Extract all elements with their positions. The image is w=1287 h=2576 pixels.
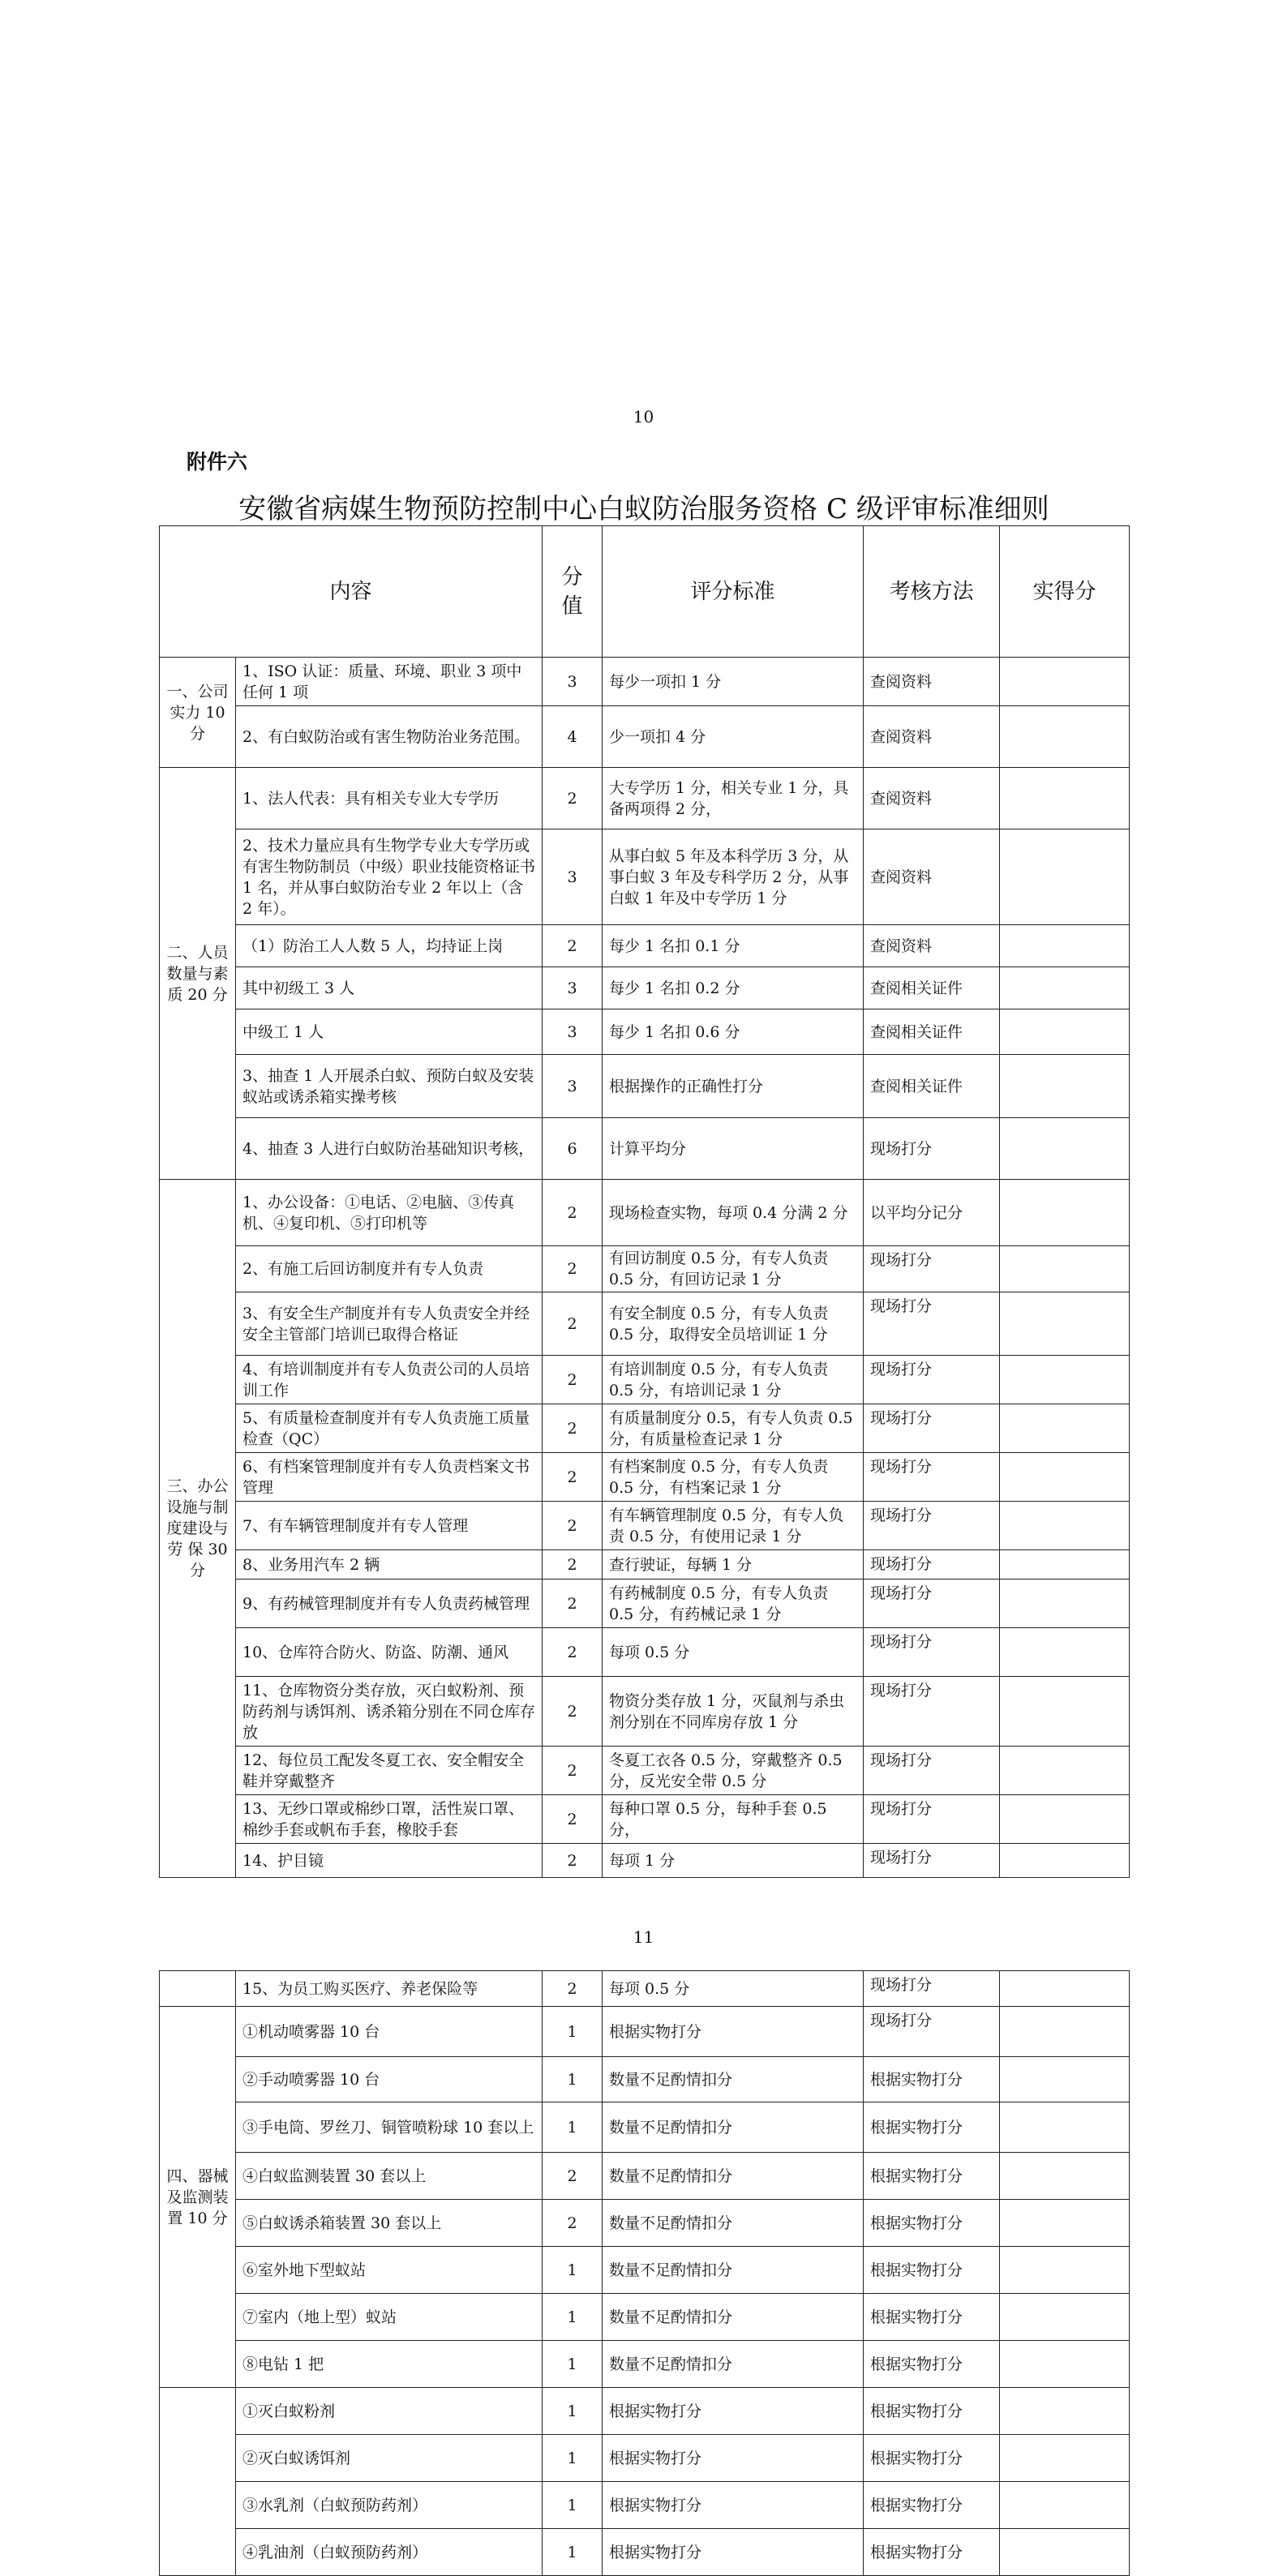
row-score: 2 bbox=[543, 1844, 603, 1878]
row-method: 查阅资料 bbox=[864, 768, 1000, 829]
row-criteria: 查行驶证，每辆 1 分 bbox=[603, 1550, 864, 1579]
actual-score-cell[interactable] bbox=[1000, 1971, 1130, 2007]
row-criteria: 每少 1 名扣 0.1 分 bbox=[603, 925, 864, 967]
actual-score-cell[interactable] bbox=[1000, 1502, 1130, 1550]
table-row bbox=[160, 1502, 1130, 1550]
row-criteria: 每项 1 分 bbox=[603, 1844, 864, 1878]
row-content: ②灭白蚁诱饵剂 bbox=[236, 2435, 543, 2482]
actual-score-cell[interactable] bbox=[1000, 2153, 1130, 2200]
row-method: 现场打分 bbox=[864, 1404, 1000, 1453]
row-content: 4、抽查 3 人进行白蚁防治基础知识考核， bbox=[236, 1118, 543, 1180]
row-score: 6 bbox=[543, 1118, 603, 1180]
table-row bbox=[160, 2341, 1130, 2388]
section-1-label: 一、公司实力 10 分 bbox=[160, 658, 236, 768]
actual-score-cell[interactable] bbox=[1000, 1292, 1130, 1356]
row-score: 1 bbox=[543, 2102, 603, 2153]
row-content: 11、仓库物资分类存放，灭白蚁粉剂、预防药剂与诱饵剂、诱杀箱分别在不同仓库存放 bbox=[236, 1677, 543, 1747]
table-header-row bbox=[160, 526, 1130, 658]
table-row bbox=[160, 2200, 1130, 2247]
row-criteria: 数量不足酌情扣分 bbox=[603, 2200, 864, 2247]
row-content: 7、有车辆管理制度并有专人管理 bbox=[236, 1502, 543, 1550]
section-5-label-cell bbox=[160, 2388, 236, 2576]
table-row bbox=[160, 967, 1130, 1009]
row-method: 根据实物打分 bbox=[864, 2200, 1000, 2247]
row-method: 查阅资料 bbox=[864, 925, 1000, 967]
row-content: 6、有档案管理制度并有专人负责档案文书管理 bbox=[236, 1453, 543, 1502]
row-content: 3、有安全生产制度并有专人负责安全并经安全主管部门培训已取得合格证 bbox=[236, 1292, 543, 1356]
row-criteria: 现场检查实物，每项 0.4 分满 2 分 bbox=[603, 1180, 864, 1246]
row-criteria: 有安全制度 0.5 分，有专人负责 0.5 分，取得安全员培训证 1 分 bbox=[603, 1292, 864, 1356]
actual-score-cell[interactable] bbox=[1000, 706, 1130, 768]
row-method: 根据实物打分 bbox=[864, 2294, 1000, 2341]
actual-score-cell[interactable] bbox=[1000, 1180, 1130, 1246]
row-content: 2、技术力量应具有生物学专业大专学历或有害生物防制员（中级）职业技能资格证书 1 名，并从事白蚁防治专业 2 年以上（含 2 年）。 bbox=[236, 829, 543, 925]
row-criteria: 根据实物打分 bbox=[603, 2529, 864, 2576]
table-row bbox=[160, 2057, 1130, 2102]
table-row bbox=[160, 1404, 1130, 1453]
table-row bbox=[160, 1453, 1130, 1502]
row-score: 1 bbox=[543, 2057, 603, 2102]
row-content: 14、护目镜 bbox=[236, 1844, 543, 1878]
actual-score-cell[interactable] bbox=[1000, 2435, 1130, 2482]
section-cell-continued bbox=[160, 1971, 236, 2007]
section-3-label: 三、办公设施与制度建设与劳 保 30 分 bbox=[160, 1180, 236, 1878]
row-criteria: 数量不足酌情扣分 bbox=[603, 2341, 864, 2388]
actual-score-cell[interactable] bbox=[1000, 1677, 1130, 1747]
row-score: 3 bbox=[543, 1009, 603, 1055]
row-method: 现场打分 bbox=[864, 2007, 1000, 2057]
row-score: 1 bbox=[543, 2247, 603, 2294]
section-4-label: 四、器械及监测装置 10 分 bbox=[160, 2007, 236, 2388]
table-row bbox=[160, 1550, 1130, 1579]
actual-score-cell[interactable] bbox=[1000, 2388, 1130, 2435]
table-row bbox=[160, 1747, 1130, 1795]
row-criteria: 有质量制度分 0.5，有专人负责 0.5 分，有质量检查记录 1 分 bbox=[603, 1404, 864, 1453]
row-method: 查阅相关证件 bbox=[864, 1009, 1000, 1055]
row-content: ⑤白蚁诱杀箱装置 30 套以上 bbox=[236, 2200, 543, 2247]
row-score: 1 bbox=[543, 2388, 603, 2435]
page-number: 10 bbox=[633, 407, 654, 426]
row-score: 1 bbox=[543, 2435, 603, 2482]
row-method: 现场打分 bbox=[864, 1118, 1000, 1180]
row-score: 2 bbox=[543, 1795, 603, 1844]
row-score: 2 bbox=[543, 1971, 603, 2007]
actual-score-cell[interactable] bbox=[1000, 1009, 1130, 1055]
actual-score-cell[interactable] bbox=[1000, 1246, 1130, 1292]
row-content: 其中初级工 3 人 bbox=[236, 967, 543, 1009]
table-row bbox=[160, 925, 1130, 967]
actual-score-cell[interactable] bbox=[1000, 2200, 1130, 2247]
row-method: 现场打分 bbox=[864, 1747, 1000, 1795]
row-score: 2 bbox=[543, 1356, 603, 1404]
actual-score-cell[interactable] bbox=[1000, 2007, 1130, 2057]
row-criteria: 每种口罩 0.5 分，每种手套 0.5 分， bbox=[603, 1795, 864, 1844]
table-row bbox=[160, 829, 1130, 925]
table-row bbox=[160, 2102, 1130, 2153]
actual-score-cell[interactable] bbox=[1000, 1550, 1130, 1579]
table-row bbox=[160, 2153, 1130, 2200]
table-row bbox=[160, 1246, 1130, 1292]
row-content: ④乳油剂（白蚁预防药剂） bbox=[236, 2529, 543, 2576]
row-method: 现场打分 bbox=[864, 1677, 1000, 1747]
table-row bbox=[160, 1677, 1130, 1747]
row-content: 2、有白蚁防治或有害生物防治业务范围。 bbox=[236, 706, 543, 768]
row-score: 2 bbox=[543, 1404, 603, 1453]
row-criteria: 根据实物打分 bbox=[603, 2388, 864, 2435]
row-method: 现场打分 bbox=[864, 1971, 1000, 2007]
row-content: 15、为员工购买医疗、养老保险等 bbox=[236, 1971, 543, 2007]
row-score: 2 bbox=[543, 1579, 603, 1628]
actual-score-cell[interactable] bbox=[1000, 2102, 1130, 2153]
header-score: 分 值 bbox=[543, 526, 603, 658]
actual-score-cell[interactable] bbox=[1000, 1118, 1130, 1180]
actual-score-cell[interactable] bbox=[1000, 2529, 1130, 2576]
actual-score-cell[interactable] bbox=[1000, 2247, 1130, 2294]
row-score: 2 bbox=[543, 768, 603, 829]
row-content: 4、有培训制度并有专人负责公司的人员培训工作 bbox=[236, 1356, 543, 1404]
row-criteria: 物资分类存放 1 分，灭鼠剂与杀虫剂分别在不同库房存放 1 分 bbox=[603, 1677, 864, 1747]
table-row bbox=[160, 706, 1130, 768]
row-method: 现场打分 bbox=[864, 1292, 1000, 1356]
table-row bbox=[160, 1292, 1130, 1356]
row-score: 2 bbox=[543, 1246, 603, 1292]
table-row bbox=[160, 1055, 1130, 1118]
row-score: 3 bbox=[543, 829, 603, 925]
row-criteria: 根据操作的正确性打分 bbox=[603, 1055, 864, 1118]
section-2-label: 二、人员数量与素质 20 分 bbox=[160, 768, 236, 1180]
row-content: 1、ISO 认证：质量、环境、职业 3 项中任何 1 项 bbox=[236, 658, 543, 706]
row-method: 查阅资料 bbox=[864, 658, 1000, 706]
actual-score-cell[interactable] bbox=[1000, 1055, 1130, 1118]
table-row bbox=[160, 1971, 1130, 2007]
row-content: 12、每位员工配发冬夏工衣、安全帽安全鞋并穿戴整齐 bbox=[236, 1747, 543, 1795]
table-row bbox=[160, 658, 1130, 706]
row-method: 查阅资料 bbox=[864, 706, 1000, 768]
row-content: ②手动喷雾器 10 台 bbox=[236, 2057, 543, 2102]
table-row bbox=[160, 1795, 1130, 1844]
row-score: 2 bbox=[543, 1453, 603, 1502]
row-criteria: 每项 0.5 分 bbox=[603, 1628, 864, 1677]
row-score: 1 bbox=[543, 2529, 603, 2576]
table-row bbox=[160, 1356, 1130, 1404]
actual-score-cell[interactable] bbox=[1000, 829, 1130, 925]
row-criteria: 有档案制度 0.5 分，有专人负责 0.5 分，有档案记录 1 分 bbox=[603, 1453, 864, 1502]
row-method: 根据实物打分 bbox=[864, 2482, 1000, 2529]
row-content: 1、办公设备：①电话、②电脑、③传真机、④复印机、⑤打印机等 bbox=[236, 1180, 543, 1246]
row-content: ⑦室内（地上型）蚁站 bbox=[236, 2294, 543, 2341]
row-score: 1 bbox=[543, 2341, 603, 2388]
row-content: 5、有质量检查制度并有专人负责施工质量检查（QC） bbox=[236, 1404, 543, 1453]
row-criteria: 根据实物打分 bbox=[603, 2482, 864, 2529]
scoring-table-page-11 bbox=[159, 1970, 1130, 2576]
header-method: 考核方法 bbox=[864, 526, 1000, 658]
row-score: 4 bbox=[543, 706, 603, 768]
row-content: ③水乳剂（白蚁预防药剂） bbox=[236, 2482, 543, 2529]
row-method: 查阅相关证件 bbox=[864, 1055, 1000, 1118]
header-content: 内容 bbox=[160, 526, 543, 658]
actual-score-cell[interactable] bbox=[1000, 925, 1130, 967]
table-row bbox=[160, 1180, 1130, 1246]
row-score: 2 bbox=[543, 1180, 603, 1246]
row-score: 3 bbox=[543, 967, 603, 1009]
row-method: 根据实物打分 bbox=[864, 2435, 1000, 2482]
actual-score-cell[interactable] bbox=[1000, 1453, 1130, 1502]
row-content: 1、法人代表：具有相关专业大专学历 bbox=[236, 768, 543, 829]
row-criteria: 数量不足酌情扣分 bbox=[603, 2057, 864, 2102]
row-criteria: 有车辆管理制度 0.5 分，有专人负责 0.5 分，有使用记录 1 分 bbox=[603, 1502, 864, 1550]
row-criteria: 数量不足酌情扣分 bbox=[603, 2153, 864, 2200]
row-method: 根据实物打分 bbox=[864, 2102, 1000, 2153]
row-score: 2 bbox=[543, 1550, 603, 1579]
row-method: 根据实物打分 bbox=[864, 2341, 1000, 2388]
row-criteria: 有回访制度 0.5 分，有专人负责 0.5 分，有回访记录 1 分 bbox=[603, 1246, 864, 1292]
row-score: 1 bbox=[543, 2482, 603, 2529]
actual-score-cell[interactable] bbox=[1000, 768, 1130, 829]
row-score: 2 bbox=[543, 2200, 603, 2247]
row-criteria: 数量不足酌情扣分 bbox=[603, 2294, 864, 2341]
row-content: ①灭白蚁粉剂 bbox=[236, 2388, 543, 2435]
document-title: 安徽省病媒生物预防控制中心白蚁防治服务资格 C 级评审标准细则 bbox=[238, 493, 1049, 525]
row-method: 现场打分 bbox=[864, 1844, 1000, 1878]
actual-score-cell[interactable] bbox=[1000, 1404, 1130, 1453]
row-method: 查阅相关证件 bbox=[864, 967, 1000, 1009]
row-method: 现场打分 bbox=[864, 1795, 1000, 1844]
actual-score-cell[interactable] bbox=[1000, 1356, 1130, 1404]
row-method: 现场打分 bbox=[864, 1246, 1000, 1292]
table-row bbox=[160, 1009, 1130, 1055]
header-criteria: 评分标准 bbox=[603, 526, 864, 658]
row-method: 根据实物打分 bbox=[864, 2529, 1000, 2576]
row-method: 现场打分 bbox=[864, 1628, 1000, 1677]
actual-score-cell[interactable] bbox=[1000, 1747, 1130, 1795]
row-criteria: 大专学历 1 分，相关专业 1 分，具备两项得 2 分， bbox=[603, 768, 864, 829]
row-criteria: 数量不足酌情扣分 bbox=[603, 2247, 864, 2294]
row-score: 2 bbox=[543, 1502, 603, 1550]
row-method: 现场打分 bbox=[864, 1550, 1000, 1579]
row-criteria: 每少 1 名扣 0.6 分 bbox=[603, 1009, 864, 1055]
table-row bbox=[160, 2388, 1130, 2435]
actual-score-cell[interactable] bbox=[1000, 1628, 1130, 1677]
row-criteria: 根据实物打分 bbox=[603, 2007, 864, 2057]
actual-score-cell[interactable] bbox=[1000, 1579, 1130, 1628]
row-score: 2 bbox=[543, 1747, 603, 1795]
row-criteria: 冬夏工衣各 0.5 分，穿戴整齐 0.5 分，反光安全带 0.5 分 bbox=[603, 1747, 864, 1795]
row-criteria: 每少 1 名扣 0.2 分 bbox=[603, 967, 864, 1009]
row-score: 2 bbox=[543, 2153, 603, 2200]
row-method: 现场打分 bbox=[864, 1502, 1000, 1550]
row-content: 中级工 1 人 bbox=[236, 1009, 543, 1055]
row-method: 根据实物打分 bbox=[864, 2057, 1000, 2102]
row-method: 现场打分 bbox=[864, 1453, 1000, 1502]
row-content: 10、仓库符合防火、防盗、防潮、通风 bbox=[236, 1628, 543, 1677]
row-content: ⑧电钻 1 把 bbox=[236, 2341, 543, 2388]
actual-score-cell[interactable] bbox=[1000, 967, 1130, 1009]
row-score: 2 bbox=[543, 925, 603, 967]
table-row bbox=[160, 1118, 1130, 1180]
header-actual: 实得分 bbox=[1000, 526, 1130, 658]
row-criteria: 少一项扣 4 分 bbox=[603, 706, 864, 768]
row-score: 2 bbox=[543, 1677, 603, 1747]
row-score: 3 bbox=[543, 658, 603, 706]
row-method: 现场打分 bbox=[864, 1356, 1000, 1404]
row-score: 1 bbox=[543, 2007, 603, 2057]
table-row bbox=[160, 2435, 1130, 2482]
row-content: ③手电筒、罗丝刀、铜管喷粉球 10 套以上 bbox=[236, 2102, 543, 2153]
table-row bbox=[160, 2007, 1130, 2057]
actual-score-cell[interactable] bbox=[1000, 2294, 1130, 2341]
page-number: 11 bbox=[633, 1927, 654, 1947]
actual-score-cell[interactable] bbox=[1000, 1844, 1130, 1878]
row-content: ④白蚁监测装置 30 套以上 bbox=[236, 2153, 543, 2200]
row-content: 13、无纱口罩或棉纱口罩，活性炭口罩、棉纱手套或帆布手套，橡胶手套 bbox=[236, 1795, 543, 1844]
row-content: （1）防治工人人数 5 人，均持证上岗 bbox=[236, 925, 543, 967]
row-method: 根据实物打分 bbox=[864, 2153, 1000, 2200]
row-score: 1 bbox=[543, 2294, 603, 2341]
row-criteria: 根据实物打分 bbox=[603, 2435, 864, 2482]
row-criteria: 每少一项扣 1 分 bbox=[603, 658, 864, 706]
row-criteria: 计算平均分 bbox=[603, 1118, 864, 1180]
table-row bbox=[160, 2482, 1130, 2529]
row-content: ①机动喷雾器 10 台 bbox=[236, 2007, 543, 2057]
row-content: 2、有施工后回访制度并有专人负责 bbox=[236, 1246, 543, 1292]
table-row bbox=[160, 2294, 1130, 2341]
row-content: 3、抽查 1 人开展杀白蚁、预防白蚁及安装蚁站或诱杀箱实操考核 bbox=[236, 1055, 543, 1118]
row-criteria: 数量不足酌情扣分 bbox=[603, 2102, 864, 2153]
row-criteria: 有药械制度 0.5 分，有专人负责 0.5 分，有药械记录 1 分 bbox=[603, 1579, 864, 1628]
annex-label: 附件六 bbox=[187, 450, 248, 474]
row-method: 根据实物打分 bbox=[864, 2247, 1000, 2294]
row-score: 3 bbox=[543, 1055, 603, 1118]
row-content: 8、业务用汽车 2 辆 bbox=[236, 1550, 543, 1579]
row-method: 现场打分 bbox=[864, 1579, 1000, 1628]
row-content: 9、有药械管理制度并有专人负责药械管理 bbox=[236, 1579, 543, 1628]
scoring-table-page-10 bbox=[159, 525, 1130, 1878]
actual-score-cell[interactable] bbox=[1000, 2341, 1130, 2388]
table-row bbox=[160, 2247, 1130, 2294]
actual-score-cell[interactable] bbox=[1000, 658, 1130, 706]
row-method: 根据实物打分 bbox=[864, 2388, 1000, 2435]
actual-score-cell[interactable] bbox=[1000, 2057, 1130, 2102]
table-row bbox=[160, 1844, 1130, 1878]
table-row bbox=[160, 768, 1130, 829]
table-row bbox=[160, 1628, 1130, 1677]
table-row bbox=[160, 1579, 1130, 1628]
row-method: 查阅资料 bbox=[864, 829, 1000, 925]
row-criteria: 从事白蚁 5 年及本科学历 3 分，从事白蚁 3 年及专科学历 2 分，从事白蚁 1 年及中专学历 1 分 bbox=[603, 829, 864, 925]
row-criteria: 每项 0.5 分 bbox=[603, 1971, 864, 2007]
row-method: 以平均分记分 bbox=[864, 1180, 1000, 1246]
table-row bbox=[160, 2529, 1130, 2576]
actual-score-cell[interactable] bbox=[1000, 1795, 1130, 1844]
row-score: 2 bbox=[543, 1292, 603, 1356]
row-content: ⑥室外地下型蚁站 bbox=[236, 2247, 543, 2294]
row-criteria: 有培训制度 0.5 分，有专人负责 0.5 分，有培训记录 1 分 bbox=[603, 1356, 864, 1404]
row-score: 2 bbox=[543, 1628, 603, 1677]
actual-score-cell[interactable] bbox=[1000, 2482, 1130, 2529]
